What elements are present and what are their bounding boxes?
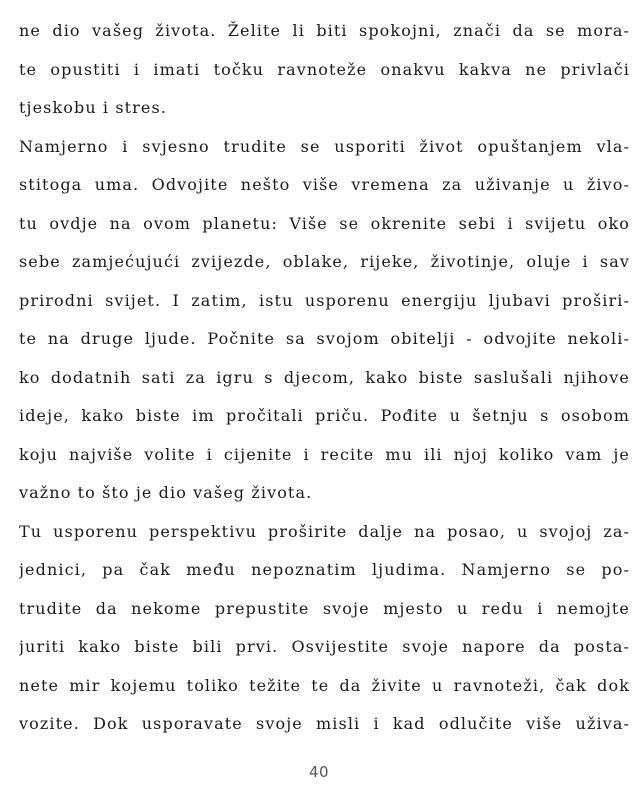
text-line: jednici, pa čak među nepoznatim ljudima. Namjerno se po- <box>19 560 630 579</box>
text-line: sebe zamjećujući zvijezde, oblake, rijeke, životinje, oluje i sav <box>19 252 630 271</box>
text-line: nete mir kojemu toliko težite te da živite u ravnoteži, čak dok <box>19 675 630 695</box>
text-line: tjeskobu i stres. <box>19 98 167 117</box>
page-number: 40 <box>308 763 330 781</box>
text-line: tu ovdje na ovom planetu: Više se okrenite sebi i svijetu oko <box>19 213 630 233</box>
paragraph <box>19 128 630 513</box>
text-line: juriti kako biste bili prvi. Osvijestite svoje napore da posta- <box>19 637 630 656</box>
text-line: te na druge ljude. Počnite sa svojom obitelji - odvojite nekoli- <box>19 329 630 348</box>
text-line: vozite. Dok usporavate svoje misli i kad odlučite više uživa- <box>19 714 630 733</box>
text-line: ideje, kako biste im pročitali priču. Pođite u šetnju s osobom <box>19 406 630 425</box>
text-line: prirodni svijet. I zatim, istu usporenu energiju ljubavi proširi- <box>19 290 630 310</box>
text-line: ne dio vašeg života. Želite li biti spokojni, znači da se mora- <box>19 21 630 40</box>
page-body <box>19 12 630 744</box>
text-line: trudite da nekome prepustite svoje mjesto u redu i nemojte <box>19 598 630 618</box>
text-line: stitoga uma. Odvojite nešto više vremena za uživanje u živo- <box>19 175 630 194</box>
text-line: Tu usporenu perspektivu proširite dalje na posao, u svojoj za- <box>19 521 630 541</box>
text-line: te opustiti i imati točku ravnoteže onakvu kakva ne privlači <box>19 59 630 79</box>
paragraph <box>19 12 630 128</box>
text-line: Namjerno i svjesno trudite se usporiti život opuštanjem vla- <box>19 136 630 156</box>
text-line: važno to što je dio vašeg života. <box>19 483 313 502</box>
paragraph <box>19 513 630 744</box>
text-line: koju najviše volite i cijenite i recite mu ili njoj koliko vam je <box>19 444 630 464</box>
text-line: ko dodatnih sati za igru s djecom, kako biste saslušali njihove <box>19 367 630 387</box>
